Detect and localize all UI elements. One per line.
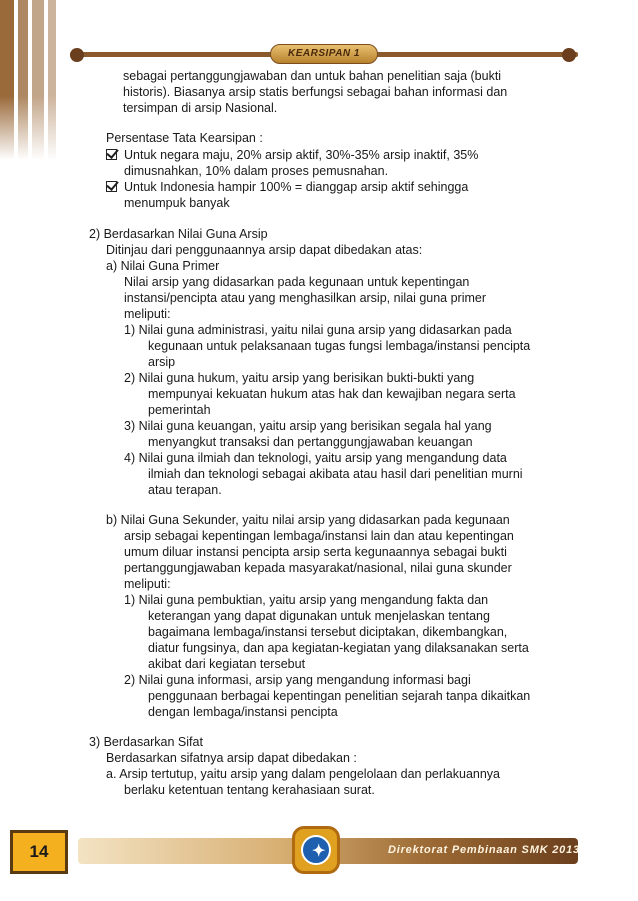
smk-logo-icon [292, 826, 340, 874]
section-heading: 2) Berdasarkan Nilai Guna Arsip [89, 227, 268, 241]
list-item: 2) Nilai guna informasi, arsip yang mengandung informasi bagi [124, 673, 471, 687]
list-item: 1) Nilai guna administrasi, yaitu nilai guna arsip yang didasarkan pada [124, 323, 512, 337]
paragraph-line: meliputi: [124, 577, 171, 591]
header-dot-left [70, 48, 84, 62]
section-intro: Ditinjau dari penggunaannya arsip dapat dibedakan atas: [106, 243, 423, 257]
paragraph-line: b) Nilai Guna Sekunder, yaitu nilai arsip yang didasarkan pada kegunaan [106, 513, 510, 527]
decor-stripe [18, 0, 28, 160]
list-item [106, 147, 568, 163]
list-item-text: bagaimana lembaga/instansi tersebut diciptakan, dikembangkan, [148, 625, 508, 639]
paragraph-line: Nilai arsip yang didasarkan pada kegunaan untuk kepentingan [124, 275, 470, 289]
checkbox-icon [106, 181, 117, 192]
intro-line: sebagai pertanggungjawaban dan untuk bahan penelitian saja (bukti [123, 69, 502, 83]
list-item [106, 179, 568, 195]
section-heading: 3) Berdasarkan Sifat [89, 735, 203, 749]
list-item-text: atau terapan. [148, 483, 222, 497]
page-number: 14 [10, 830, 68, 874]
intro-line: historis). Biasanya arsip statis berfungsi sebagai bahan informasi dan [123, 85, 508, 99]
list-item-text: menumpuk banyak [124, 196, 230, 210]
decor-stripe [48, 0, 56, 160]
paragraph-line: meliputi: [124, 307, 171, 321]
list-item-text: berlaku ketentuan tentang kerahasiaan surat. [124, 783, 375, 797]
paragraph-line: umum diluar instansi pencipta arsip serta kegunaannya sebagai bukti [124, 545, 507, 559]
list-item-text: arsip [148, 355, 176, 369]
subsection-heading: a) Nilai Guna Primer [106, 259, 220, 273]
list-item-text: kegunaan untuk pelaksanaan tugas fungsi lembaga/instansi pencipta [148, 339, 531, 353]
decor-stripe [32, 0, 44, 160]
logo-emblem [301, 835, 331, 865]
paragraph-line: pertanggungjawaban kepada masyarakat/nasional, nilai guna skunder [124, 561, 512, 575]
list-item-text: akibat dari kegiatan tersebut [148, 657, 306, 671]
list-item-text: menyangkut transaksi dan pertanggungjawaban keuangan [148, 435, 473, 449]
list-item: a. Arsip tertutup, yaitu arsip yang dalam pengelolaan dan perlakuannya [106, 767, 501, 781]
header-dot-right [562, 48, 576, 62]
list-item-text: Untuk negara maju, 20% arsip aktif, 30%-35% arsip inaktif, 35% [124, 148, 479, 162]
section-intro: Berdasarkan sifatnya arsip dapat dibedakan : [106, 751, 357, 765]
list-item: 2) Nilai guna hukum, yaitu arsip yang berisikan bukti-bukti yang [124, 371, 475, 385]
list-item-text: dengan lembaga/instansi pencipta [148, 705, 338, 719]
list-item-text: mempunyai kekuatan hukum atas hak dan kewajiban negara serta [148, 387, 516, 401]
list-item-text: diatur fungsinya, dan apa kegiatan-kegiatan yang dilaksanakan serta [148, 641, 529, 655]
list-item-text: dimusnahkan, 10% dalam proses pemusnahan. [124, 164, 389, 178]
list-item-text: keterangan yang dapat digunakan untuk menjelaskan tentang [148, 609, 490, 623]
persentase-title: Persentase Tata Kearsipan : [106, 131, 263, 145]
paragraph-line: arsip sebagai kepentingan lembaga/instansi lain dan atau kepentingan [124, 529, 514, 543]
list-item: 3) Nilai guna keuangan, yaitu arsip yang berisikan segala hal yang [124, 419, 492, 433]
list-item-text: penggunaan berbagai kepentingan penelitian sejarah tanpa dikaitkan [148, 689, 531, 703]
list-item-text: ilmiah dan teknologi sebagai akibata atau hasil dari penelitian murni [148, 467, 523, 481]
list-item-text: Untuk Indonesia hampir 100% = dianggap arsip aktif sehingga [124, 180, 469, 194]
list-item: 4) Nilai guna ilmiah dan teknologi, yaitu arsip yang mengandung data [124, 451, 507, 465]
list-item: 1) Nilai guna pembuktian, yaitu arsip yang mengandung fakta dan [124, 593, 489, 607]
decor-stripe [0, 0, 14, 160]
publisher-name: Direktorat Pembinaan SMK 2013 [388, 844, 580, 856]
checkbox-icon [106, 149, 117, 160]
chapter-title: KEARSIPAN 1 [270, 44, 378, 64]
logo-mark: ✦ [312, 843, 326, 860]
list-item-text: pemerintah [148, 403, 211, 417]
intro-line: tersimpan di arsip Nasional. [123, 101, 278, 115]
paragraph-line: instansi/pencipta atau yang menghasilkan arsip, nilai guna primer [124, 291, 487, 305]
